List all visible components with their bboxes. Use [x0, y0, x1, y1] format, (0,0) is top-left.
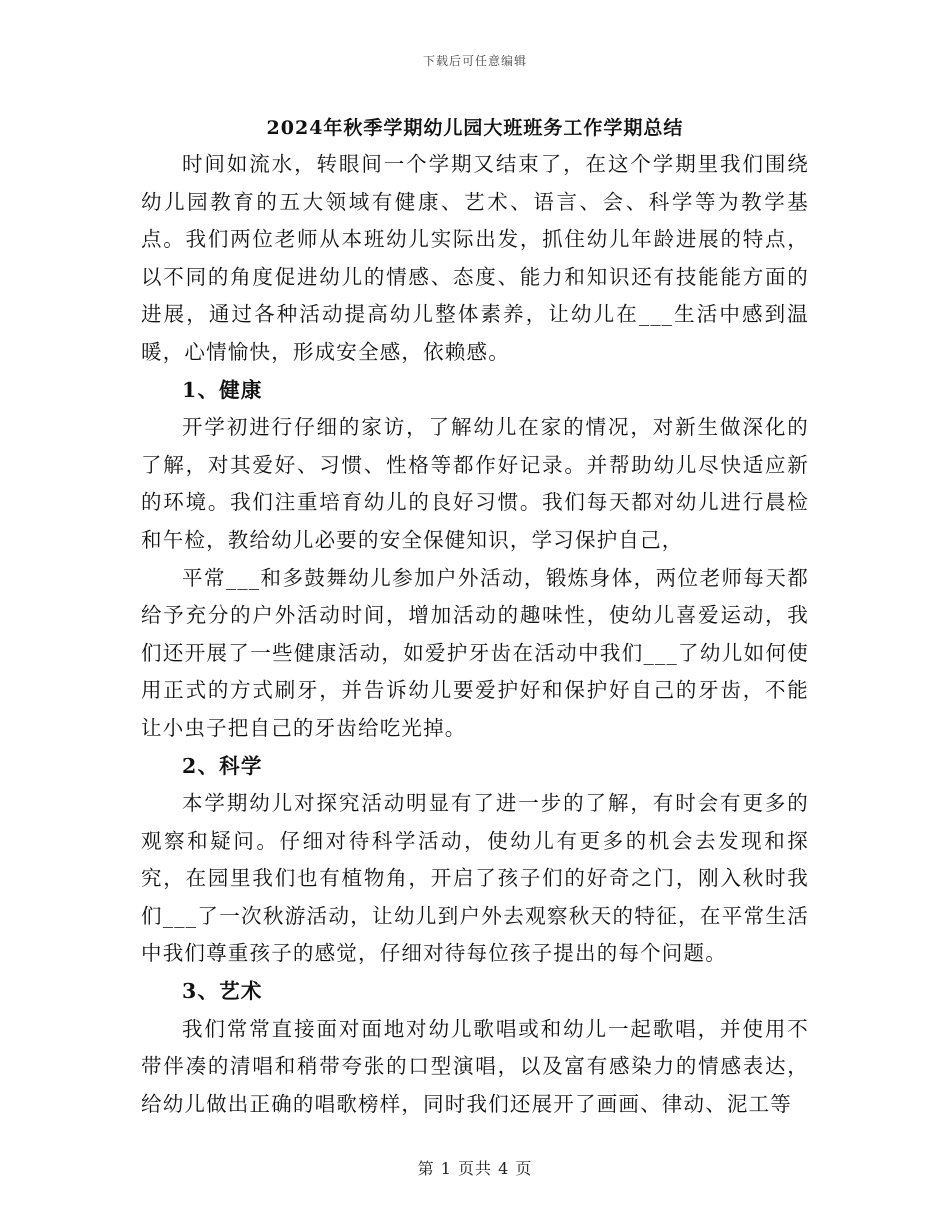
health-paragraph-2: 平常___和多鼓舞幼儿参加户外活动，锻炼身体，两位老师每天都给予充分的户外活动时间，增加活动的趣味性，使幼儿喜爱运动，我们还开展了一些健康活动，如爱护牙齿在活动中我们___了幼儿如何使用正式的方式刷牙，并告诉幼儿要爱护好和保护好自己的牙齿，不能让小虫子把自己的牙齿给吃光掉。: [141, 565, 809, 740]
health-paragraph-1: 开学初进行仔细的家访，了解幼儿在家的情况，对新生做深化的了解，对其爱好、习惯、性格等都作好记录。并帮助幼儿尽快适应新的环境。我们注重培育幼儿的良好习惯。我们每天都对幼儿进行晨检和午检，教给幼儿必要的安全保健知识，学习保护自己，: [141, 415, 809, 552]
intro-paragraph: 时间如流水，转眼间一个学期又结束了，在这个学期里我们围绕幼儿园教育的五大领域有健康、艺术、语言、会、科学等为教学基点。我们两位老师从本班幼儿实际出发，抓住幼儿年龄进展的特点，以不同的角度促进幼儿的情感、态度、能力和知识还有技能能方面的进展，通过各种活动提高幼儿整体素养，让幼儿在___生活中感到温暖，心情愉快，形成安全感，依赖感。: [141, 152, 809, 364]
page-number: 第 1 页共 4 页: [417, 1159, 533, 1178]
section-heading-health: 1、健康: [182, 377, 263, 402]
section-heading-art: 3、艺术: [182, 979, 263, 1004]
science-paragraph-1: 本学期幼儿对探究活动明显有了进一步的了解，有时会有更多的观察和疑问。仔细对待科学活动，使幼儿有更多的机会去发现和探究，在园里我们也有植物角，开启了孩子们的好奇之门，刚入秋时我们___了一次秋游活动，让幼儿到户外去观察秋天的特征，在平常生活中我们尊重孩子的感觉，仔细对待每位孩子提出的每个问题。: [141, 791, 809, 966]
section-heading-science: 2、科学: [182, 753, 263, 778]
document-title: 2024年秋季学期幼儿园大班班务工作学期总结: [266, 117, 684, 139]
header-note: 下载后可任意编辑: [422, 54, 527, 68]
document-body: [141, 112, 809, 1123]
art-paragraph-1: 我们常常直接面对面地对幼儿歌唱或和幼儿一起歌唱，并使用不带伴凑的清唱和稍带夸张的口型演唱，以及富有感染力的情感表达，给幼儿做出正确的唱歌榜样，同时我们还展开了画画、律动、泥工等: [141, 1016, 809, 1116]
